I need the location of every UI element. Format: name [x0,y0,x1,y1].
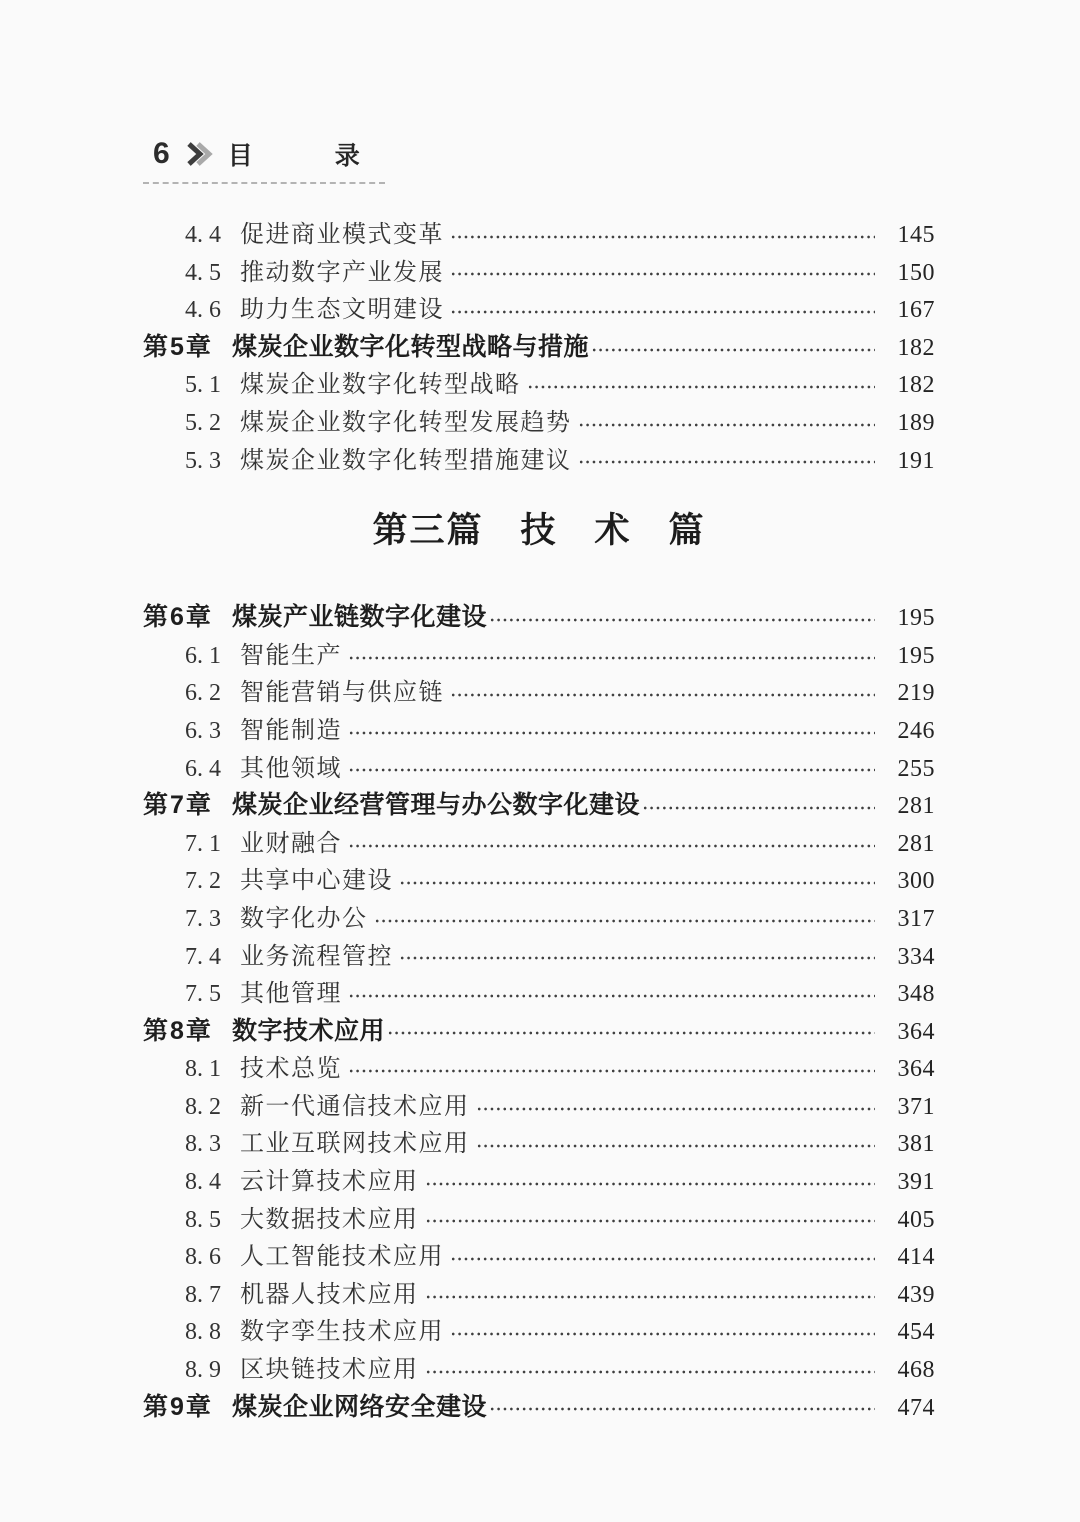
dot-leader [642,805,875,811]
entry-page: 195 [897,605,935,632]
entry-label: 8. 4 [185,1169,221,1196]
toc-entry [143,1123,935,1161]
entry-label: 7. 5 [185,981,221,1008]
header-title-char: 目 [227,143,253,170]
entry-title: 助力生态文明建设 [240,297,444,324]
entry-title: 煤炭企业数字化转型发展趋势 [240,409,572,436]
toc-entry [143,936,935,974]
entry-page: 414 [897,1244,935,1271]
dot-leader [489,617,875,623]
entry-page: 334 [897,943,935,970]
toc-entry [143,364,935,402]
dot-leader [348,993,875,999]
toc-entry [143,748,935,786]
toc-entry [143,1387,935,1425]
toc-entry [143,635,935,673]
entry-page: 454 [897,1319,935,1346]
toc-entry [143,973,935,1011]
entry-page: 474 [897,1394,935,1421]
entry-label: 5. 2 [185,409,221,436]
entry-label: 4. 6 [185,297,221,324]
dot-leader [578,459,876,465]
toc-entry [143,1161,935,1199]
entry-page: 145 [897,222,935,248]
entry-label: 8. 6 [185,1244,221,1271]
entry-label: 5. 1 [185,372,221,399]
entry-title: 煤炭企业数字化转型战略与措施 [232,332,590,361]
dot-leader [450,309,875,315]
entry-label: 5. 3 [185,447,221,474]
entry-label: 7. 4 [185,943,221,970]
entry-title: 共享中心建设 [240,868,393,895]
entry-title: 云计算技术应用 [240,1169,419,1196]
entry-label: 8. 7 [185,1281,221,1308]
entry-title: 智能生产 [240,642,342,669]
toc-entry [143,1011,935,1049]
toc-entry [143,1086,935,1124]
entry-title: 机器人技术应用 [240,1281,419,1308]
entry-title: 煤炭产业链数字化建设 [232,603,488,632]
toc-entry [143,672,935,710]
entry-title: 促进商业模式变革 [240,222,444,248]
dot-leader [578,422,876,428]
dot-leader [387,1030,875,1036]
dot-leader [374,918,876,924]
dot-leader [348,655,875,661]
entry-page: 439 [897,1281,935,1308]
entry-title: 推动数字产业发展 [240,259,444,286]
entry-page: 182 [897,372,935,399]
entry-page: 255 [897,755,935,782]
entry-title: 其他领域 [240,755,342,782]
entry-page: 246 [897,717,935,744]
entry-label: 8. 2 [185,1093,221,1120]
dot-leader [425,1369,876,1375]
entry-page: 195 [897,642,935,669]
entry-title: 数字技术应用 [232,1016,386,1045]
dot-leader [425,1294,876,1300]
entry-page: 191 [897,447,935,474]
entry-label: 第7章 [143,791,213,820]
toc-entry [143,823,935,861]
entry-label: 第6章 [143,603,213,632]
toc-entry [143,1274,935,1312]
entry-label: 7. 3 [185,905,221,932]
toc-entry [143,860,935,898]
toc-entry [143,252,935,290]
dot-leader [450,271,875,277]
toc-entry [143,327,935,365]
entry-page: 348 [897,981,935,1008]
toc-entry [143,402,935,440]
toc-entry [143,1199,935,1237]
entry-label: 6. 3 [185,717,221,744]
entry-title: 数字化办公 [240,905,368,932]
entry-page: 364 [897,1018,935,1045]
toc-entry [143,289,935,327]
dot-leader [450,1331,875,1337]
toc-entry [143,785,935,823]
entry-label: 8. 1 [185,1056,221,1083]
dot-leader [348,767,875,773]
entry-title: 智能制造 [240,717,342,744]
entry-label: 第8章 [143,1016,213,1045]
entry-label: 第9章 [143,1392,213,1421]
toc-entry [143,1048,935,1086]
toc-entry [143,710,935,748]
toc-list [143,214,935,1424]
entry-page: 317 [897,905,935,932]
entry-page: 150 [897,259,935,286]
entry-page: 281 [897,830,935,857]
entry-page: 468 [897,1357,935,1384]
entry-title: 新一代通信技术应用 [240,1093,470,1120]
dot-leader [450,234,875,240]
entry-label: 4. 4 [185,222,221,248]
entry-label: 6. 2 [185,680,221,707]
dot-leader [527,384,876,390]
dot-leader [450,692,875,698]
part-title: 第三篇 技 术 篇 [372,511,706,551]
dot-leader [425,1181,876,1187]
toc-entry [143,1349,935,1387]
entry-title: 大数据技术应用 [240,1206,419,1233]
toc-entry [143,1236,935,1274]
entry-label: 8. 3 [185,1131,221,1158]
running-header [143,136,385,184]
toc-entry [143,898,935,936]
dot-leader [348,1068,875,1074]
entry-page: 364 [897,1056,935,1083]
toc-entry [143,440,935,478]
entry-page: 281 [897,793,935,820]
entry-label: 第5章 [143,332,213,361]
dot-leader [348,730,875,736]
dot-leader [399,955,875,961]
entry-label: 7. 1 [185,830,221,857]
header-page-number: 6 [153,137,170,170]
entry-title: 煤炭企业网络安全建设 [232,1392,488,1421]
entry-page: 391 [897,1169,935,1196]
entry-title: 煤炭企业数字化转型措施建议 [240,447,572,474]
dot-leader [450,1256,875,1262]
entry-page: 167 [897,297,935,324]
entry-page: 405 [897,1206,935,1233]
entry-title: 煤炭企业经营管理与办公数字化建设 [232,791,641,820]
entry-label: 8. 9 [185,1357,221,1384]
header-title-char: 录 [334,143,360,170]
toc-entry [143,597,935,635]
entry-page: 182 [897,334,935,361]
dot-leader [476,1106,876,1112]
entry-title: 其他管理 [240,981,342,1008]
entry-title: 人工智能技术应用 [240,1244,444,1271]
entry-title: 业财融合 [240,830,342,857]
entry-title: 区块链技术应用 [240,1357,419,1384]
entry-label: 8. 8 [185,1319,221,1346]
dot-leader [348,843,875,849]
entry-page: 381 [897,1131,935,1158]
toc-entry [143,1311,935,1349]
entry-title: 数字孪生技术应用 [240,1319,444,1346]
entry-page: 371 [897,1093,935,1120]
entry-title: 智能营销与供应链 [240,680,444,707]
entry-label: 6. 4 [185,755,221,782]
entry-title: 技术总览 [240,1056,342,1083]
entry-page: 219 [897,680,935,707]
entry-label: 6. 1 [185,642,221,669]
entry-title: 工业互联网技术应用 [240,1131,470,1158]
entry-label: 8. 5 [185,1206,221,1233]
entry-label: 4. 5 [185,259,221,286]
entry-label: 7. 2 [185,868,221,895]
entry-title: 煤炭企业数字化转型战略 [240,372,521,399]
entry-title: 业务流程管控 [240,943,393,970]
dot-leader [399,880,875,886]
dot-leader [425,1218,876,1224]
dot-leader [489,1406,875,1412]
dot-leader [476,1143,876,1149]
entry-page: 189 [897,409,935,436]
toc-entry [143,214,935,252]
entry-page: 300 [897,868,935,895]
dot-leader [591,347,875,353]
double-chevron-right-icon [184,141,216,167]
